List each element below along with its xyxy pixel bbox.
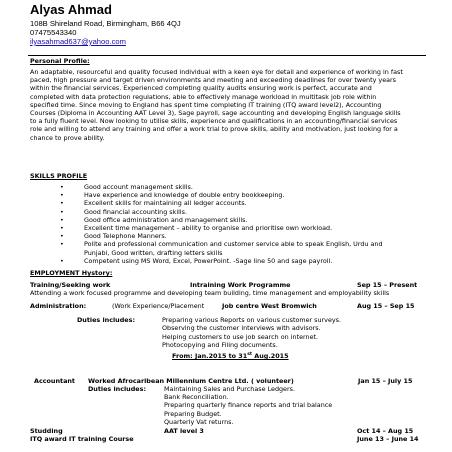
admin-type: (Work Experience/Placement: [112, 302, 205, 310]
profile-line: role and willing to attend any training and offer a work trial to prove skills, ability and motivation, just looking for a: [30, 125, 398, 134]
skills-heading: SKILLS PROFILE: [30, 172, 88, 180]
bullet-icon: •: [60, 240, 64, 249]
profile-line: to a fully fluent level. Now looking to utilise skills, experience and qualifications in an accounting/financial services: [30, 117, 398, 126]
email-link[interactable]: ilyasahmad637@yahoo.com: [30, 37, 126, 46]
profile-line: paced, high pressure and target driven environments and meeting and exceeding deadlines for over twenty years: [30, 76, 396, 85]
studding-role: Studding: [30, 427, 63, 435]
duty-item: Preparing quarterly finance reports and trial balance: [164, 401, 333, 410]
training-dates: Sep 15 – Present: [357, 281, 418, 289]
accountant-duties-list: [164, 385, 332, 426]
admin-period: From: Jan.2015 to 31st Aug.2015: [172, 352, 289, 361]
duty-item: Preparing various Reports on various customer surveys.: [162, 316, 342, 324]
header-divider: [28, 55, 426, 56]
duty-item: Bank Reconciliation.: [164, 393, 229, 402]
skill-item: • Polite and professional communication and customer service able to speak English, Urdu and: [60, 240, 383, 249]
studding-level: AAT level 3: [164, 427, 204, 435]
accountant-role: Accountant: [34, 377, 75, 385]
employment-heading: EMPLOYMENT Hystory:: [30, 269, 113, 277]
profile-line: completed with data protection regulations, able to effectively manage workload in multitask job role within: [30, 92, 377, 101]
skill-item: • Good Telephone Manners.: [60, 232, 167, 241]
duty-item: Photocopying and Filing documents.: [162, 341, 278, 350]
candidate-name: Alyas Ahmad: [30, 2, 112, 17]
bullet-icon: •: [60, 215, 64, 224]
itq-course: ITQ award IT training Course: [30, 435, 134, 443]
bullet-icon: •: [60, 191, 64, 200]
admin-role: Administration:: [30, 302, 87, 310]
address: 108B Shireland Road, Birmingham, B66 4QJ: [30, 19, 181, 28]
duty-item: Observing the customer interviews with advisors.: [162, 324, 321, 333]
profile-line: chance to prove ability.: [30, 133, 105, 142]
bullet-icon: •: [60, 256, 64, 265]
phone-number: 07475543340: [30, 28, 77, 37]
accountant-employer: Worked Afrocaribean Millennium Centre Ltd. ( volunteer): [88, 377, 294, 385]
duty-item: Maintaining Sales and Purchase Ledgers.: [164, 385, 295, 393]
admin-employer: Job centre West Bromwich: [222, 302, 317, 310]
profile-line: An adaptable, resourceful and quality focused individual with a keen eye for detail and experience of working in fast: [30, 68, 403, 76]
bullet-icon: •: [60, 183, 64, 191]
profile-line: within the financial services. Experienced completing quality audits ensuring work is perfect, accurate and: [30, 84, 372, 93]
skill-item: • Have experience and knowledge of double entry bookkeeping.: [60, 191, 285, 200]
bullet-icon: •: [60, 224, 64, 233]
training-description: Attending a work focused programme and developing team building, time management and employability skills: [30, 289, 390, 297]
accountant-duties-label: Duties includes:: [88, 385, 146, 393]
skill-item: • Excellent skills for maintaining all ledger accounts.: [60, 199, 247, 208]
admin-duties-label: Duties includes:: [77, 316, 135, 324]
duty-item: Helping customers to use job search on internet.: [162, 332, 319, 341]
profile-heading: Personal Profile:: [30, 57, 90, 65]
admin-dates: Aug 15 – Sep 15: [357, 302, 415, 310]
duty-item: Quarterly Vat returns.: [164, 417, 234, 426]
training-programme: Intraining Work Programme: [190, 281, 291, 289]
studding-dates: Oct 14 – Aug 15: [357, 427, 414, 435]
itq-dates: June 13 – June 14: [357, 435, 419, 443]
skill-item: • Excellent time management – ability to organise and prioritise own workload.: [60, 224, 333, 233]
skill-item: • Competent using MS Word, Excel, PowerPoint. -Sage line 50 and sage payroll.: [60, 256, 333, 265]
skill-item: • Good financial accounting skills.: [60, 207, 188, 216]
accountant-dates: Jan 15 – July 15: [358, 377, 413, 385]
skill-item: • Good office administration and management skills.: [60, 215, 248, 224]
bullet-icon: •: [60, 199, 64, 208]
profile-line: Courses (Diploma in Accounting AAT Level 3), Sage payroll, sage accounting and developing English language skills: [30, 109, 401, 118]
skill-item-continued: Punjabi, Good written, drafting letters skills: [84, 248, 223, 257]
profile-line: specified time. Since moving to England has spent time completing IT training (ITQ award level2), Accounting: [30, 100, 382, 109]
profile-text: [30, 68, 422, 142]
duty-item: Preparing Budget.: [164, 409, 222, 418]
bullet-icon: •: [60, 232, 64, 241]
skills-list: [60, 183, 420, 265]
skill-item: • Good account management skills.: [60, 183, 193, 191]
admin-duties-list: [162, 316, 341, 350]
bullet-icon: •: [60, 207, 64, 216]
training-role: Training/Seeking work: [30, 281, 111, 289]
